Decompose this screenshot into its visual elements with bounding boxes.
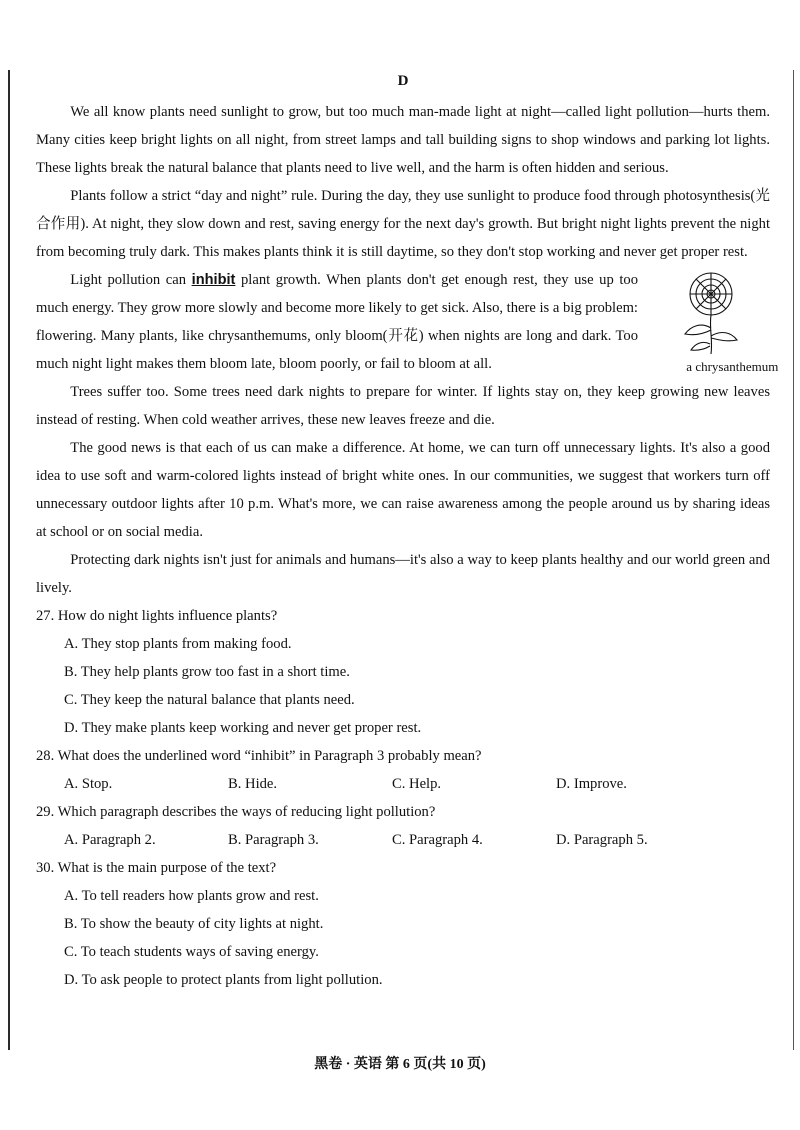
figure-caption: a chrysanthemum: [686, 359, 779, 374]
chrysanthemum-illustration-icon: [669, 270, 753, 356]
figure-chrysanthemum: [652, 270, 779, 376]
section-title: D: [397, 73, 409, 89]
question-27: [36, 602, 770, 742]
question-30: [36, 854, 770, 994]
q30-option-d[interactable]: D. To ask people to protect plants from light pollution.: [64, 972, 383, 988]
paragraph-6: Protecting dark nights isn't just for animals and humans—it's also a way to keep plants healthy and our world green and lively.: [36, 552, 770, 596]
question-29-options: [64, 826, 770, 854]
q28-option-a[interactable]: A. Stop.: [64, 776, 113, 792]
question-30-options: [64, 882, 770, 994]
question-27-options: [64, 630, 770, 742]
exam-page: [36, 64, 779, 994]
q30-option-c[interactable]: C. To teach students ways of saving energy.: [64, 944, 319, 960]
question-30-stem: 30. What is the main purpose of the text?: [36, 860, 277, 876]
q29-option-d[interactable]: D. Paragraph 5.: [556, 832, 648, 848]
q28-option-b[interactable]: B. Hide.: [228, 776, 278, 792]
underlined-word-inhibit: inhibit: [191, 272, 236, 288]
question-28-options: [64, 770, 770, 798]
right-border-line: [793, 70, 794, 1050]
page-footer: 黑卷 · 英语 第 6 页(共 10 页): [314, 1057, 486, 1072]
q29-option-c[interactable]: C. Paragraph 4.: [392, 832, 483, 848]
paragraph-3-rest: plant growth. When plants don't get enough rest, they use up too much energy. They grow more slowly and become more likely to get sick. Also, there is a big problem: flowering. Many plants, like chrysanthemums, only bloom(开花) when nights are long and dark. Too much night light makes them bloom late, bloom poorly, or fail to bloom at all.: [36, 272, 638, 372]
q28-option-c[interactable]: C. Help.: [392, 776, 442, 792]
question-29: [36, 798, 770, 854]
question-28-stem: 28. What does the underlined word “inhibit” in Paragraph 3 probably mean?: [36, 748, 482, 764]
paragraph-3: [36, 266, 779, 378]
q27-option-d[interactable]: D. They make plants keep working and never get proper rest.: [64, 720, 422, 736]
paragraph-3-start: Light pollution can: [70, 272, 192, 288]
question-29-stem: 29. Which paragraph describes the ways of reducing light pollution?: [36, 804, 436, 820]
q30-option-b[interactable]: B. To show the beauty of city lights at night.: [64, 916, 324, 932]
q27-option-b[interactable]: B. They help plants grow too fast in a short time.: [64, 664, 350, 680]
q30-option-a[interactable]: A. To tell readers how plants grow and rest.: [64, 888, 319, 904]
paragraph-5: The good news is that each of us can make a difference. At home, we can turn off unnecessary lights. It's also a good idea to use soft and warm-colored lights instead of bright white ones. In our communities, we suggest that workers turn off unnecessary outdoor lights after 10 p.m. What's more, we can raise awareness among the people around us by sharing ideas at school or on social media.: [36, 440, 770, 540]
paragraph-4: Trees suffer too. Some trees need dark nights to prepare for winter. If lights stay on, they keep growing new leaves instead of resting. When cold weather arrives, these new leaves freeze and die.: [36, 384, 770, 428]
paragraph-1: We all know plants need sunlight to grow, but too much man-made light at night—called light pollution—hurts them. Many cities keep bright lights on all night, from street lamps and tall building signs to shop windows and parking lot lights. These lights break the natural balance that plants need to live well, and the harm is often hidden and serious.: [36, 104, 770, 176]
q27-option-a[interactable]: A. They stop plants from making food.: [64, 636, 292, 652]
question-27-stem: 27. How do night lights influence plants?: [36, 608, 278, 624]
question-28: [36, 742, 770, 798]
q29-option-b[interactable]: B. Paragraph 3.: [228, 832, 319, 848]
left-border-line: [8, 70, 10, 1050]
q27-option-c[interactable]: C. They keep the natural balance that plants need.: [64, 692, 355, 708]
paragraph-2: Plants follow a strict “day and night” rule. During the day, they use sunlight to produce food through photosynthesis(光合作用). At night, they slow down and rest, saving energy for the next day's growth. But bright night lights prevent the night from becoming truly dark. This makes plants think it is still daytime, so they don't stop working and never get proper rest.: [36, 188, 770, 260]
q28-option-d[interactable]: D. Improve.: [556, 776, 627, 792]
q29-option-a[interactable]: A. Paragraph 2.: [64, 832, 156, 848]
